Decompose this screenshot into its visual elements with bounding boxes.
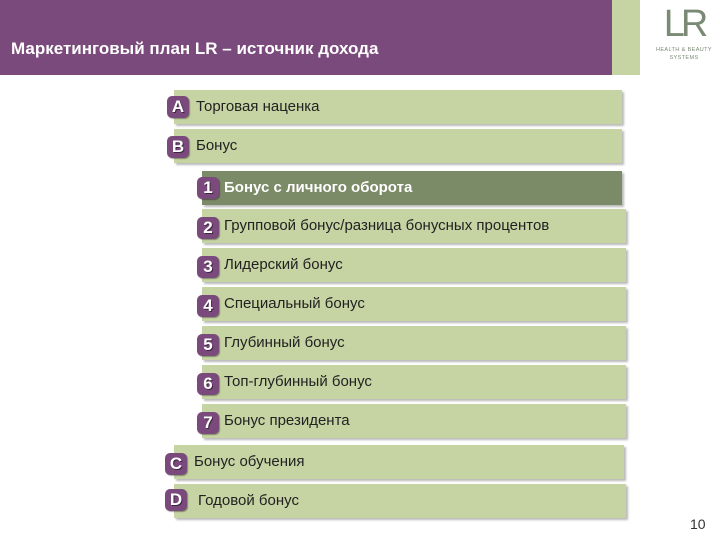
logo-tagline-line-1: HEALTH & BEAUTY bbox=[655, 47, 713, 53]
list-item-label: Бонус обучения bbox=[194, 453, 305, 470]
letter-d-badge-icon: D bbox=[165, 489, 187, 511]
letter-b-badge-icon: B bbox=[167, 136, 189, 158]
number-6-badge-icon: 6 bbox=[197, 373, 219, 395]
number-5-badge-icon: 5 bbox=[197, 334, 219, 356]
list-item-president-bonus bbox=[202, 404, 626, 438]
list-item-depth-bonus bbox=[202, 326, 626, 360]
logo-tagline bbox=[648, 46, 720, 62]
list-item-label: Групповой бонус/разница бонусных процентов bbox=[224, 217, 550, 234]
list-item-label: Топ-глубинный бонус bbox=[224, 373, 372, 390]
list-item-label: Глубинный бонус bbox=[224, 334, 345, 351]
lr-logo bbox=[648, 0, 720, 75]
header-divider bbox=[640, 0, 648, 75]
list-item-label: Торговая наценка bbox=[196, 98, 320, 115]
list-item-label: Годовой бонус bbox=[198, 492, 299, 509]
list-item-label: Бонус президента bbox=[224, 412, 350, 429]
list-item-annual-bonus bbox=[174, 484, 626, 518]
list-item-label: Бонус с личного оборота bbox=[224, 179, 413, 196]
list-item-trade-margin bbox=[174, 90, 622, 124]
letter-a-badge-icon: A bbox=[167, 96, 189, 118]
number-7-badge-icon: 7 bbox=[197, 412, 219, 434]
slide-title: Маркетинговый план LR – источник дохода bbox=[11, 39, 379, 58]
list-item-label: Специальный бонус bbox=[224, 295, 365, 312]
list-item-special-bonus bbox=[202, 287, 626, 321]
list-item-leader-bonus bbox=[202, 248, 626, 282]
list-item-group-bonus bbox=[202, 209, 626, 243]
header-accent-strip bbox=[612, 0, 640, 75]
list-item-personal-turnover-bonus bbox=[202, 171, 622, 205]
logo-letters: LR bbox=[663, 3, 705, 45]
number-2-badge-icon: 2 bbox=[197, 217, 219, 239]
title-banner bbox=[0, 0, 612, 75]
number-4-badge-icon: 4 bbox=[197, 295, 219, 317]
number-1-badge-icon: 1 bbox=[197, 177, 219, 199]
logo-tagline-line-2: SYSTEMS bbox=[669, 55, 699, 61]
list-item-bonus bbox=[174, 129, 622, 163]
list-item-top-depth-bonus bbox=[202, 365, 626, 399]
list-item-training-bonus bbox=[174, 445, 624, 479]
letter-c-badge-icon: C bbox=[165, 453, 187, 475]
page-number: 10 bbox=[690, 516, 706, 532]
list-item-label: Лидерский бонус bbox=[224, 256, 343, 273]
number-3-badge-icon: 3 bbox=[197, 256, 219, 278]
list-item-label: Бонус bbox=[196, 137, 238, 154]
